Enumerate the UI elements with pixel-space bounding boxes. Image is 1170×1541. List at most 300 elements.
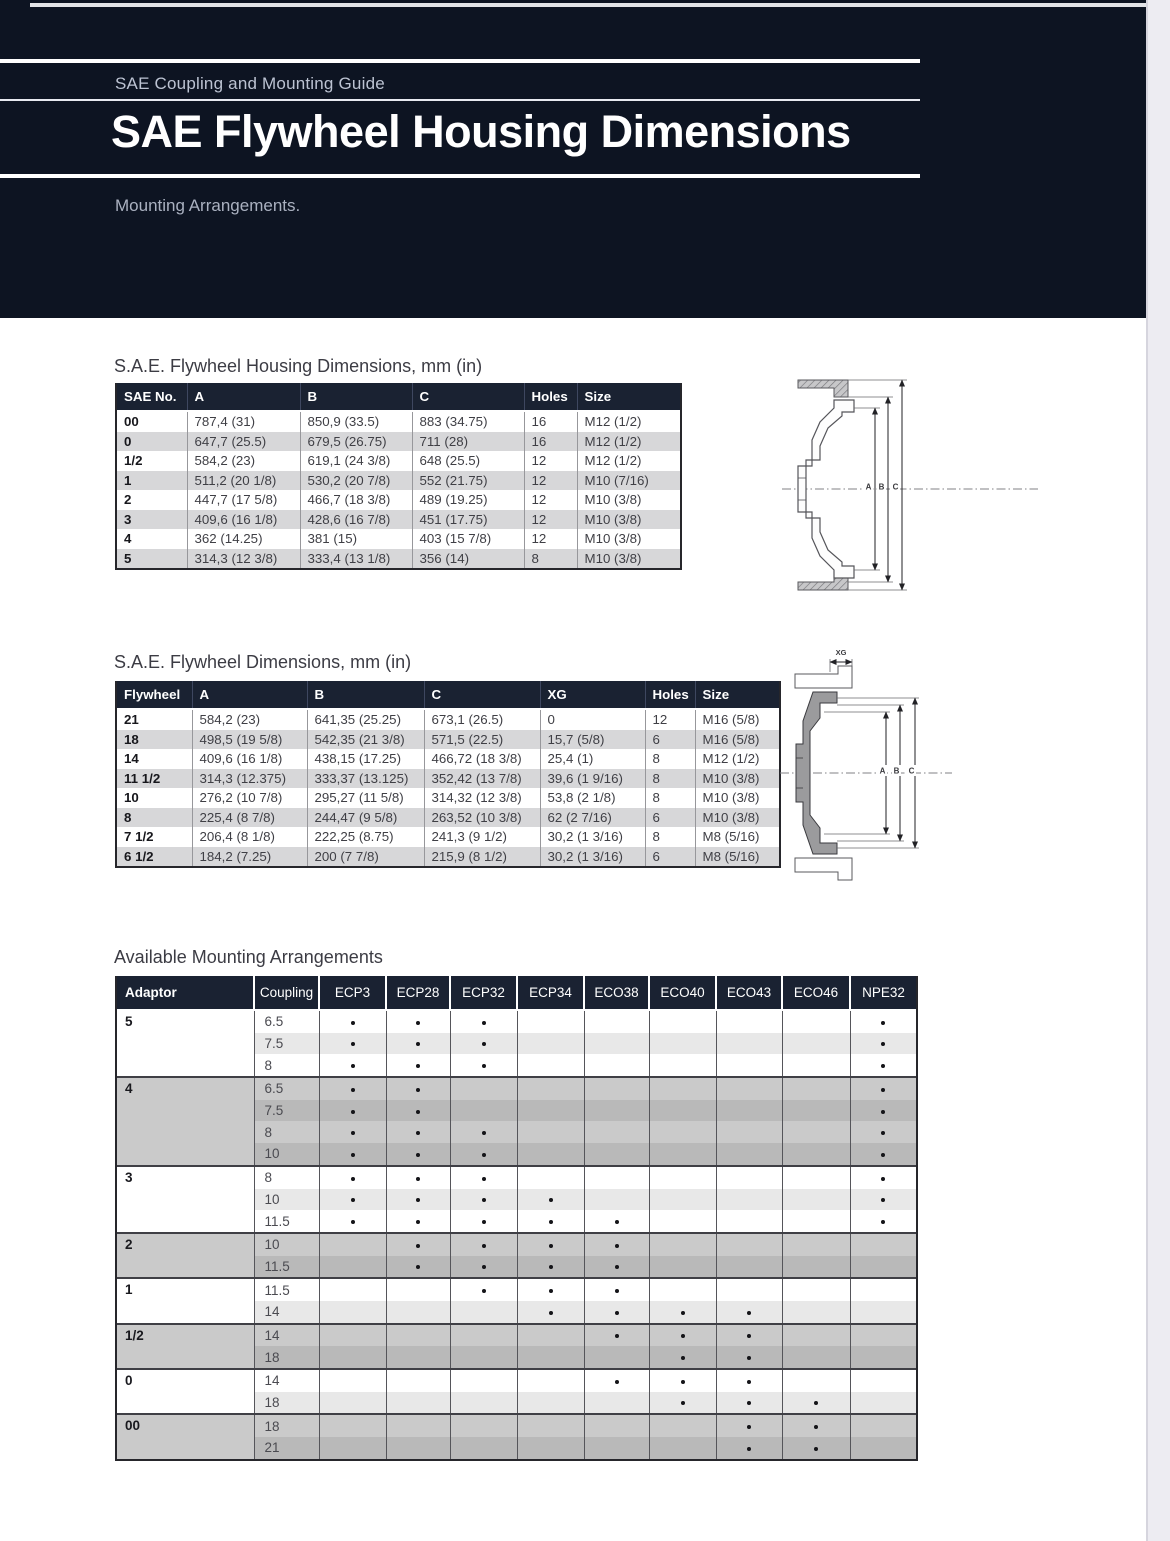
availability-cell xyxy=(782,1414,850,1437)
table-cell: 10 xyxy=(124,790,139,806)
column-header: Flywheel xyxy=(117,681,192,709)
availability-cell xyxy=(649,1010,716,1033)
availability-dot xyxy=(549,1289,553,1293)
availability-dot xyxy=(416,1110,420,1114)
table-row xyxy=(117,730,779,750)
availability-cell xyxy=(450,1278,517,1301)
availability-cell xyxy=(386,1166,450,1189)
availability-cell xyxy=(386,1121,450,1143)
coupling-value: 14 xyxy=(254,1369,319,1392)
table-cell: 21 xyxy=(117,709,192,730)
availability-cell xyxy=(386,1100,450,1122)
table-row xyxy=(117,529,680,549)
table-cell: 466,72 (18 3/8) xyxy=(424,749,540,769)
table-cell: 00 xyxy=(117,411,187,432)
availability-cell xyxy=(386,1210,450,1233)
availability-dot xyxy=(482,1177,486,1181)
table-cell: 200 (7 7/8) xyxy=(307,847,424,867)
availability-dot xyxy=(351,1110,355,1114)
availability-cell xyxy=(782,1010,850,1033)
table-cell: 673,1 (26.5) xyxy=(424,709,540,730)
availability-dot xyxy=(747,1334,751,1338)
availability-dot xyxy=(881,1088,885,1092)
availability-cell xyxy=(517,1210,584,1233)
availability-cell xyxy=(386,1077,450,1100)
table-cell: 850,9 (33.5) xyxy=(300,411,412,432)
availability-dot xyxy=(615,1311,619,1315)
availability-cell xyxy=(716,1166,782,1189)
table-cell: M10 (3/8) xyxy=(577,529,680,549)
table-cell: 679,5 (26.75) xyxy=(300,432,412,452)
flywheel-dimensions-table xyxy=(117,681,779,866)
table-row xyxy=(117,490,680,510)
table-cell: M8 (5/16) xyxy=(695,827,779,847)
availability-cell xyxy=(450,1100,517,1122)
availability-cell xyxy=(782,1369,850,1392)
availability-cell xyxy=(850,1392,916,1415)
availability-cell xyxy=(782,1189,850,1211)
coupling-value: 18 xyxy=(254,1392,319,1415)
column-header: XG xyxy=(540,681,645,709)
availability-cell xyxy=(584,1301,649,1324)
column-header: SAE No. xyxy=(117,383,187,411)
availability-cell xyxy=(716,1437,782,1459)
availability-cell xyxy=(716,1210,782,1233)
table-cell: 648 (25.5) xyxy=(412,451,524,471)
table-cell: M10 (3/8) xyxy=(577,510,680,530)
availability-dot xyxy=(747,1401,751,1405)
availability-cell xyxy=(716,1278,782,1301)
housing-dimension-labels xyxy=(864,481,900,492)
table-cell: 362 (14.25) xyxy=(187,529,300,549)
column-header: B xyxy=(307,681,424,709)
availability-dot xyxy=(351,1220,355,1224)
availability-cell xyxy=(782,1210,850,1233)
dim-label-b: B xyxy=(878,482,885,492)
coupling-value: 8 xyxy=(254,1121,319,1143)
availability-cell xyxy=(386,1054,450,1077)
table-cell: 8 xyxy=(645,827,695,847)
table-cell: 184,2 (7.25) xyxy=(192,847,307,867)
coupling-value: 10 xyxy=(254,1233,319,1256)
table-cell: 314,32 (12 3/8) xyxy=(424,788,540,808)
table-cell: 619,1 (24 3/8) xyxy=(300,451,412,471)
availability-dot xyxy=(881,1110,885,1114)
availability-dot xyxy=(416,1131,420,1135)
availability-cell xyxy=(517,1121,584,1143)
availability-cell xyxy=(716,1414,782,1437)
availability-cell xyxy=(850,1166,916,1189)
availability-cell xyxy=(782,1301,850,1324)
availability-cell xyxy=(716,1033,782,1055)
availability-cell xyxy=(517,1233,584,1256)
availability-cell xyxy=(319,1054,386,1077)
table-cell: 498,5 (19 5/8) xyxy=(192,730,307,750)
availability-cell xyxy=(782,1100,850,1122)
availability-cell xyxy=(386,1256,450,1279)
xg-label: XG xyxy=(835,648,847,657)
table-cell: 883 (34.75) xyxy=(412,411,524,432)
column-header: Coupling xyxy=(254,976,319,1010)
table-cell: 8 xyxy=(524,549,577,569)
availability-cell xyxy=(850,1256,916,1279)
flywheel-flange-top xyxy=(795,666,852,688)
table-cell: 6 1/2 xyxy=(124,848,154,864)
availability-cell xyxy=(517,1256,584,1279)
column-header: ECP3 xyxy=(319,976,386,1010)
table-cell: 1/2 xyxy=(124,453,143,469)
availability-cell xyxy=(782,1143,850,1166)
table-cell: 787,4 (31) xyxy=(187,411,300,432)
dim-label-c: C xyxy=(892,482,899,492)
availability-cell xyxy=(649,1233,716,1256)
availability-dot xyxy=(881,1042,885,1046)
adaptor-label: 5 xyxy=(117,1010,254,1077)
availability-cell xyxy=(649,1077,716,1100)
table-cell: 53,8 (2 1/8) xyxy=(540,788,645,808)
availability-dot xyxy=(416,1064,420,1068)
table-cell: 584,2 (23) xyxy=(192,709,307,730)
availability-cell xyxy=(649,1166,716,1189)
table-cell: M10 (3/8) xyxy=(695,808,779,828)
availability-dot xyxy=(482,1198,486,1202)
table-row xyxy=(117,549,680,569)
availability-cell xyxy=(584,1392,649,1415)
availability-cell xyxy=(782,1054,850,1077)
availability-cell xyxy=(782,1437,850,1459)
availability-dot xyxy=(482,1064,486,1068)
availability-dot xyxy=(747,1356,751,1360)
availability-cell xyxy=(584,1010,649,1033)
coupling-value: 11.5 xyxy=(254,1278,319,1301)
availability-cell xyxy=(850,1369,916,1392)
table-cell: M12 (1/2) xyxy=(577,432,680,452)
table-cell: 552 (21.75) xyxy=(412,471,524,491)
table-cell: M12 (1/2) xyxy=(695,749,779,769)
table-cell: 62 (2 7/16) xyxy=(540,808,645,828)
availability-dot xyxy=(549,1311,553,1315)
coupling-value: 18 xyxy=(254,1414,319,1437)
availability-cell xyxy=(649,1143,716,1166)
dim-label-c: C xyxy=(908,766,915,776)
availability-cell xyxy=(450,1301,517,1324)
availability-cell xyxy=(782,1346,850,1369)
table-cell: 356 (14) xyxy=(412,549,524,569)
table-cell: 12 xyxy=(645,709,695,730)
availability-cell xyxy=(319,1437,386,1459)
availability-cell xyxy=(386,1278,450,1301)
table-cell: 206,4 (8 1/8) xyxy=(192,827,307,847)
table-cell: 6 xyxy=(645,730,695,750)
availability-cell xyxy=(850,1100,916,1122)
availability-cell xyxy=(649,1033,716,1055)
availability-dot xyxy=(549,1265,553,1269)
availability-cell xyxy=(386,1033,450,1055)
top-hairline xyxy=(30,3,1146,7)
table-cell: 263,52 (10 3/8) xyxy=(424,808,540,828)
availability-cell xyxy=(319,1233,386,1256)
availability-cell xyxy=(584,1054,649,1077)
availability-cell xyxy=(782,1233,850,1256)
coupling-value: 14 xyxy=(254,1301,319,1324)
availability-dot xyxy=(482,1220,486,1224)
table-cell: 530,2 (20 7/8) xyxy=(300,471,412,491)
page-title: SAE Flywheel Housing Dimensions xyxy=(111,106,851,157)
availability-cell xyxy=(584,1189,649,1211)
flywheel-diagram xyxy=(780,645,1045,890)
availability-cell xyxy=(319,1278,386,1301)
availability-cell xyxy=(319,1189,386,1211)
housing-dimensions-table xyxy=(117,383,680,568)
availability-cell xyxy=(584,1324,649,1347)
table-row xyxy=(117,411,680,432)
coupling-value: 10 xyxy=(254,1143,319,1166)
table-cell: 438,15 (17.25) xyxy=(307,749,424,769)
availability-cell xyxy=(517,1346,584,1369)
column-header: ECP34 xyxy=(517,976,584,1010)
table-cell: 11 1/2 xyxy=(124,770,161,786)
availability-cell xyxy=(319,1077,386,1100)
table-cell: 447,7 (17 5/8) xyxy=(187,490,300,510)
availability-cell xyxy=(319,1033,386,1055)
availability-dot xyxy=(681,1401,685,1405)
availability-cell xyxy=(716,1121,782,1143)
availability-dot xyxy=(549,1244,553,1248)
availability-dot xyxy=(881,1021,885,1025)
availability-cell xyxy=(450,1010,517,1033)
availability-dot xyxy=(814,1447,818,1451)
column-header: Holes xyxy=(645,681,695,709)
availability-cell xyxy=(450,1414,517,1437)
table-cell: 295,27 (11 5/8) xyxy=(307,788,424,808)
availability-cell xyxy=(584,1166,649,1189)
availability-cell xyxy=(584,1121,649,1143)
table-cell: 30,2 (1 3/16) xyxy=(540,847,645,867)
availability-dot xyxy=(482,1289,486,1293)
availability-cell xyxy=(319,1100,386,1122)
availability-cell xyxy=(517,1166,584,1189)
coupling-row xyxy=(117,1369,916,1392)
availability-cell xyxy=(584,1346,649,1369)
availability-dot xyxy=(615,1265,619,1269)
availability-cell xyxy=(850,1189,916,1211)
availability-cell xyxy=(584,1210,649,1233)
column-header: B xyxy=(300,383,412,411)
availability-cell xyxy=(386,1346,450,1369)
availability-cell xyxy=(716,1324,782,1347)
coupling-value: 7.5 xyxy=(254,1033,319,1055)
coupling-row xyxy=(117,1324,916,1347)
availability-dot xyxy=(881,1153,885,1157)
availability-cell xyxy=(584,1278,649,1301)
availability-cell xyxy=(649,1324,716,1347)
availability-dot xyxy=(482,1244,486,1248)
table-cell: 4 xyxy=(124,531,132,547)
availability-dot xyxy=(416,1042,420,1046)
availability-cell xyxy=(584,1437,649,1459)
coupling-value: 14 xyxy=(254,1324,319,1347)
table-cell: 18 xyxy=(124,731,139,747)
coupling-value: 6.5 xyxy=(254,1010,319,1033)
availability-cell xyxy=(517,1054,584,1077)
table-cell: 215,9 (8 1/2) xyxy=(424,847,540,867)
breadcrumb: SAE Coupling and Mounting Guide xyxy=(115,74,385,93)
coupling-value: 7.5 xyxy=(254,1100,319,1122)
availability-cell xyxy=(319,1346,386,1369)
adaptor-label: 2 xyxy=(117,1233,254,1278)
table-cell: M10 (3/8) xyxy=(695,769,779,789)
table-cell: M8 (5/16) xyxy=(695,847,779,867)
availability-cell xyxy=(850,1143,916,1166)
adaptor-label: 4 xyxy=(117,1077,254,1166)
availability-cell xyxy=(386,1437,450,1459)
availability-cell xyxy=(319,1143,386,1166)
availability-cell xyxy=(716,1233,782,1256)
availability-cell xyxy=(850,1278,916,1301)
table-row xyxy=(117,471,680,491)
availability-cell xyxy=(517,1033,584,1055)
availability-cell xyxy=(649,1121,716,1143)
coupling-value: 21 xyxy=(254,1437,319,1459)
table-cell: 30,2 (1 3/16) xyxy=(540,827,645,847)
availability-cell xyxy=(584,1233,649,1256)
availability-dot xyxy=(416,1153,420,1157)
availability-cell xyxy=(319,1392,386,1415)
table-cell: 5 xyxy=(124,550,132,566)
table-cell: 225,4 (8 7/8) xyxy=(192,808,307,828)
table-cell: 244,47 (9 5/8) xyxy=(307,808,424,828)
mounting-arrangements-table xyxy=(117,976,916,1459)
availability-cell xyxy=(584,1369,649,1392)
availability-cell xyxy=(386,1392,450,1415)
availability-dot xyxy=(416,1265,420,1269)
table-cell: 7 1/2 xyxy=(124,829,154,845)
table-cell: 333,37 (13.125) xyxy=(307,769,424,789)
availability-cell xyxy=(584,1256,649,1279)
availability-dot xyxy=(814,1401,818,1405)
availability-cell xyxy=(319,1324,386,1347)
table-cell: 222,25 (8.75) xyxy=(307,827,424,847)
availability-cell xyxy=(450,1166,517,1189)
availability-cell xyxy=(649,1437,716,1459)
table-row xyxy=(117,827,779,847)
availability-dot xyxy=(881,1131,885,1135)
table-cell: 8 xyxy=(645,769,695,789)
table-cell: 511,2 (20 1/8) xyxy=(187,471,300,491)
availability-dot xyxy=(549,1220,553,1224)
column-header: Size xyxy=(695,681,779,709)
masthead-rule-top xyxy=(0,59,920,63)
availability-dot xyxy=(747,1380,751,1384)
table-cell: M10 (3/8) xyxy=(577,549,680,569)
housing-flange-top xyxy=(798,380,848,397)
availability-cell xyxy=(850,1301,916,1324)
coupling-value: 11.5 xyxy=(254,1256,319,1279)
column-header: C xyxy=(412,383,524,411)
table-cell: 0 xyxy=(540,709,645,730)
availability-cell xyxy=(450,1437,517,1459)
availability-dot xyxy=(681,1356,685,1360)
availability-cell xyxy=(450,1077,517,1100)
table-row xyxy=(117,847,779,867)
availability-cell xyxy=(450,1369,517,1392)
table-cell: 409,6 (16 1/8) xyxy=(187,510,300,530)
table-cell: 641,35 (25.25) xyxy=(307,709,424,730)
table-row xyxy=(117,451,680,471)
availability-cell xyxy=(850,1233,916,1256)
availability-cell xyxy=(517,1278,584,1301)
availability-cell xyxy=(517,1324,584,1347)
coupling-row xyxy=(117,1278,916,1301)
availability-cell xyxy=(649,1100,716,1122)
availability-cell xyxy=(450,1054,517,1077)
availability-cell xyxy=(850,1033,916,1055)
column-header: Holes xyxy=(524,383,577,411)
availability-cell xyxy=(716,1054,782,1077)
column-header: C xyxy=(424,681,540,709)
availability-cell xyxy=(517,1437,584,1459)
flywheel-table-title: S.A.E. Flywheel Dimensions, mm (in) xyxy=(114,652,412,672)
availability-cell xyxy=(386,1010,450,1033)
table-row xyxy=(117,709,779,730)
availability-cell xyxy=(386,1369,450,1392)
availability-cell xyxy=(649,1392,716,1415)
table-cell: 12 xyxy=(524,510,577,530)
column-header: ECO38 xyxy=(584,976,649,1010)
dim-label-b: B xyxy=(893,766,900,776)
availability-cell xyxy=(649,1414,716,1437)
flywheel-flange-bottom xyxy=(795,858,852,880)
table-cell: 25,4 (1) xyxy=(540,749,645,769)
table-cell: M12 (1/2) xyxy=(577,411,680,432)
table-cell: 1 xyxy=(124,472,132,488)
column-header: A xyxy=(192,681,307,709)
availability-dot xyxy=(747,1311,751,1315)
table-cell: 15,7 (5/8) xyxy=(540,730,645,750)
adaptor-label: 1 xyxy=(117,1278,254,1323)
coupling-row xyxy=(117,1077,916,1100)
availability-cell xyxy=(649,1189,716,1211)
table-cell: 0 xyxy=(124,433,132,449)
availability-cell xyxy=(850,1346,916,1369)
coupling-value: 8 xyxy=(254,1054,319,1077)
flywheel-dimension-labels xyxy=(878,765,916,776)
availability-cell xyxy=(517,1369,584,1392)
housing-profile xyxy=(798,400,854,578)
availability-cell xyxy=(584,1143,649,1166)
table-cell: 3 xyxy=(124,511,132,527)
table-cell: 16 xyxy=(524,432,577,452)
availability-cell xyxy=(716,1301,782,1324)
availability-cell xyxy=(649,1369,716,1392)
availability-cell xyxy=(716,1369,782,1392)
availability-cell xyxy=(716,1392,782,1415)
availability-dot xyxy=(351,1042,355,1046)
availability-cell xyxy=(649,1210,716,1233)
availability-dot xyxy=(482,1153,486,1157)
availability-dot xyxy=(615,1289,619,1293)
table-cell: 6 xyxy=(645,847,695,867)
column-header: A xyxy=(187,383,300,411)
availability-dot xyxy=(747,1447,751,1451)
availability-dot xyxy=(416,1021,420,1025)
table-cell: 8 xyxy=(645,788,695,808)
coupling-value: 11.5 xyxy=(254,1210,319,1233)
availability-cell xyxy=(716,1077,782,1100)
availability-cell xyxy=(450,1324,517,1347)
availability-cell xyxy=(782,1392,850,1415)
availability-cell xyxy=(517,1392,584,1415)
